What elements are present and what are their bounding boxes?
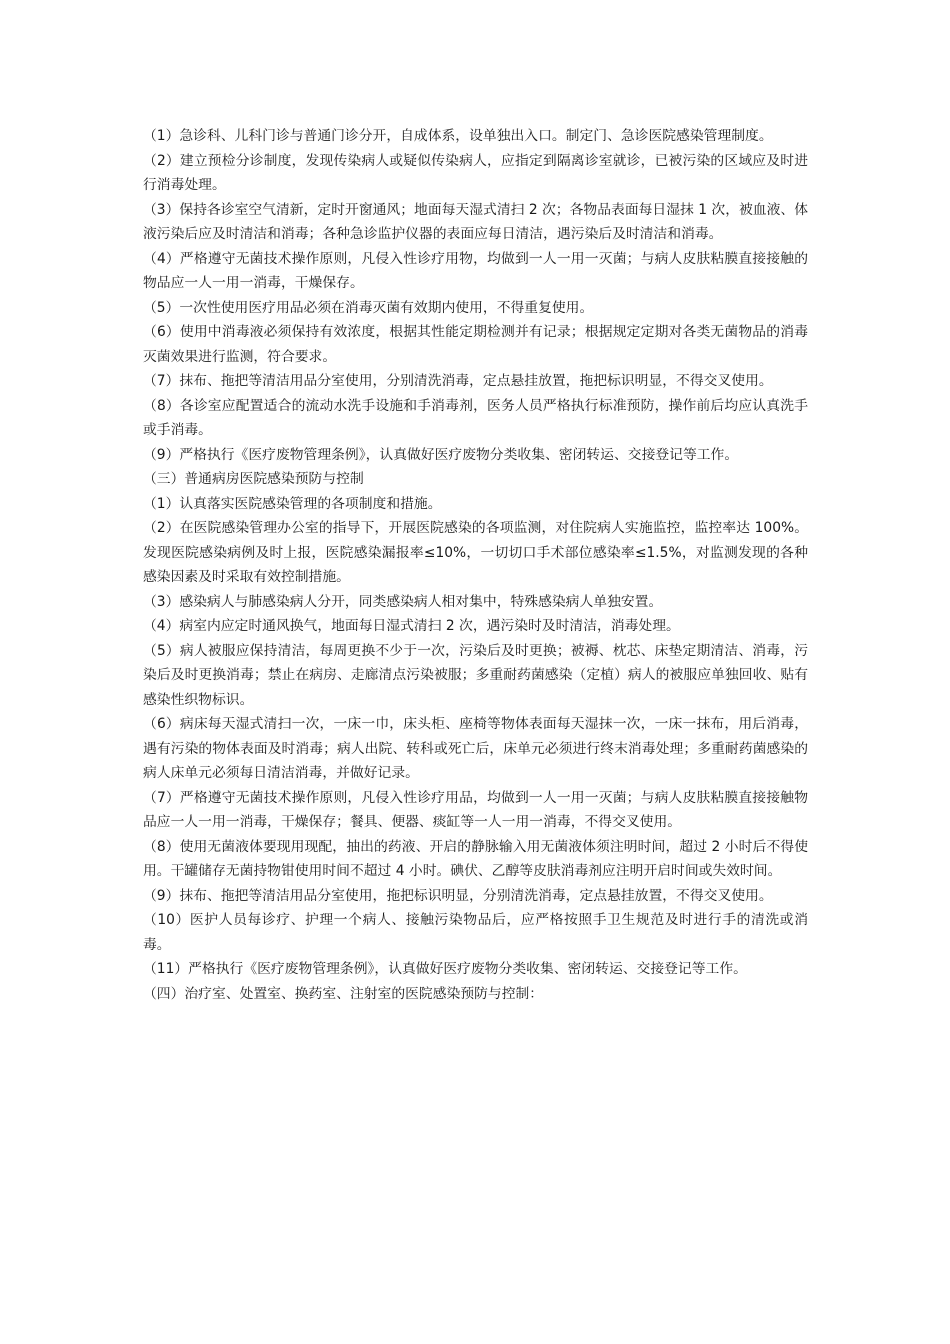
paragraph-ward-5: （5）病人被服应保持清洁，每周更换不少于一次，污染后及时更换；被褥、枕芯、床垫定期清洁、消毒，污染后及时更换消毒；禁止在病房、走廊清点污染被服；多重耐药菌感染（定植）病人的被服应单独回收、贴有感染性织物标识。 <box>143 642 808 708</box>
paragraph-emergency-5: （5）一次性使用医疗用品必须在消毒灭菌有效期内使用，不得重复使用。 <box>143 299 594 316</box>
document-body <box>143 124 808 1006</box>
paragraph-ward-2: （2）在医院感染管理办公室的指导下，开展医院感染的各项监测，对住院病人实施监控，监控率达 100%。发现医院感染病例及时上报，医院感染漏报率≤10%，一切切口手术部位感染率≤1.5%，对监测发现的各种感染因素及时采取有效控制措施。 <box>143 520 808 585</box>
paragraph-ward-6: （6）病床每天湿式清扫一次，一床一巾，床头柜、座椅等物体表面每天湿抹一次，一床一抹布，用后消毒，遇有污染的物体表面及时消毒；病人出院、转科或死亡后，床单元必须进行终末消毒处理；多重耐药菌感染的病人床单元必须每日清洁消毒，并做好记录。 <box>143 716 808 781</box>
paragraph-ward-10: （10）医护人员每诊疗、护理一个病人、接触污染物品后，应严格按照手卫生规范及时进行手的清洗或消毒。 <box>143 912 808 953</box>
section-heading-treatment-rooms: （四）治疗室、处置室、换药室、注射室的医院感染预防与控制： <box>143 985 544 1002</box>
section-heading-ward: （三）普通病房医院感染预防与控制 <box>143 471 364 487</box>
paragraph-emergency-6: （6）使用中消毒液必须保持有效浓度，根据其性能定期检测并有记录；根据规定定期对各类无菌物品的消毒灭菌效果进行监测，符合要求。 <box>143 324 808 365</box>
paragraph-emergency-7: （7）抹布、拖把等清洁用品分室使用，分别清洗消毒，定点悬挂放置，拖把标识明显，不得交叉使用。 <box>143 373 773 389</box>
paragraph-ward-7: （7）严格遵守无菌技术操作原则，凡侵入性诊疗用品，均做到一人一用一灭菌；与病人皮肤粘膜直接接触物品应一人一用一消毒，干燥保存；餐具、便器、痰缸等一人一用一消毒，不得交叉使用。 <box>143 789 808 830</box>
paragraph-emergency-4: （4）严格遵守无菌技术操作原则，凡侵入性诊疗用物，均做到一人一用一灭菌；与病人皮肤粘膜直接接触的物品应一人一用一消毒，干燥保存。 <box>143 250 808 291</box>
paragraph-emergency-2: （2）建立预检分诊制度，发现传染病人或疑似传染病人，应指定到隔离诊室就诊，已被污染的区域应及时进行消毒处理。 <box>143 152 808 193</box>
paragraph-emergency-1: （1）急诊科、儿科门诊与普通门诊分开，自成体系，设单独出入口。制定门、急诊医院感染管理制度。 <box>143 128 773 144</box>
paragraph-ward-4: （4）病室内应定时通风换气，地面每日湿式清扫 2 次，遇污染时及时清洁，消毒处理。 <box>143 618 680 634</box>
paragraph-ward-3: （3）感染病人与肺感染病人分开，同类感染病人相对集中，特殊感染病人单独安置。 <box>143 593 663 610</box>
paragraph-ward-1: （1）认真落实医院感染管理的各项制度和措施。 <box>143 495 442 512</box>
paragraph-emergency-3: （3）保持各诊室空气清新，定时开窗通风；地面每天湿式清扫 2 次；各物品表面每日湿抹 1 次，被血液、体液污染后应及时清洁和消毒；各种急诊监护仪器的表面应每日清洁，遇污染后及时清洁和消毒。 <box>143 201 808 242</box>
paragraph-ward-11: （11）严格执行《医疗废物管理条例》，认真做好医疗废物分类收集、密闭转运、交接登记等工作。 <box>143 961 747 977</box>
paragraph-ward-8: （8）使用无菌液体要现用现配，抽出的药液、开启的静脉输入用无菌液体须注明时间，超过 2 小时后不得使用。干罐储存无菌持物钳使用时间不超过 4 小时。碘伏、乙醇等皮肤消毒剂应注明开启时间或失效时间。 <box>143 838 808 879</box>
paragraph-emergency-8: （8）各诊室应配置适合的流动水洗手设施和手消毒剂，医务人员严格执行标准预防，操作前后均应认真洗手或手消毒。 <box>143 397 808 438</box>
paragraph-ward-9: （9）抹布、拖把等清洁用品分室使用，拖把标识明显，分别清洗消毒，定点悬挂放置，不得交叉使用。 <box>143 887 773 904</box>
paragraph-emergency-9: （9）严格执行《医疗废物管理条例》，认真做好医疗废物分类收集、密闭转运、交接登记等工作。 <box>143 446 739 463</box>
